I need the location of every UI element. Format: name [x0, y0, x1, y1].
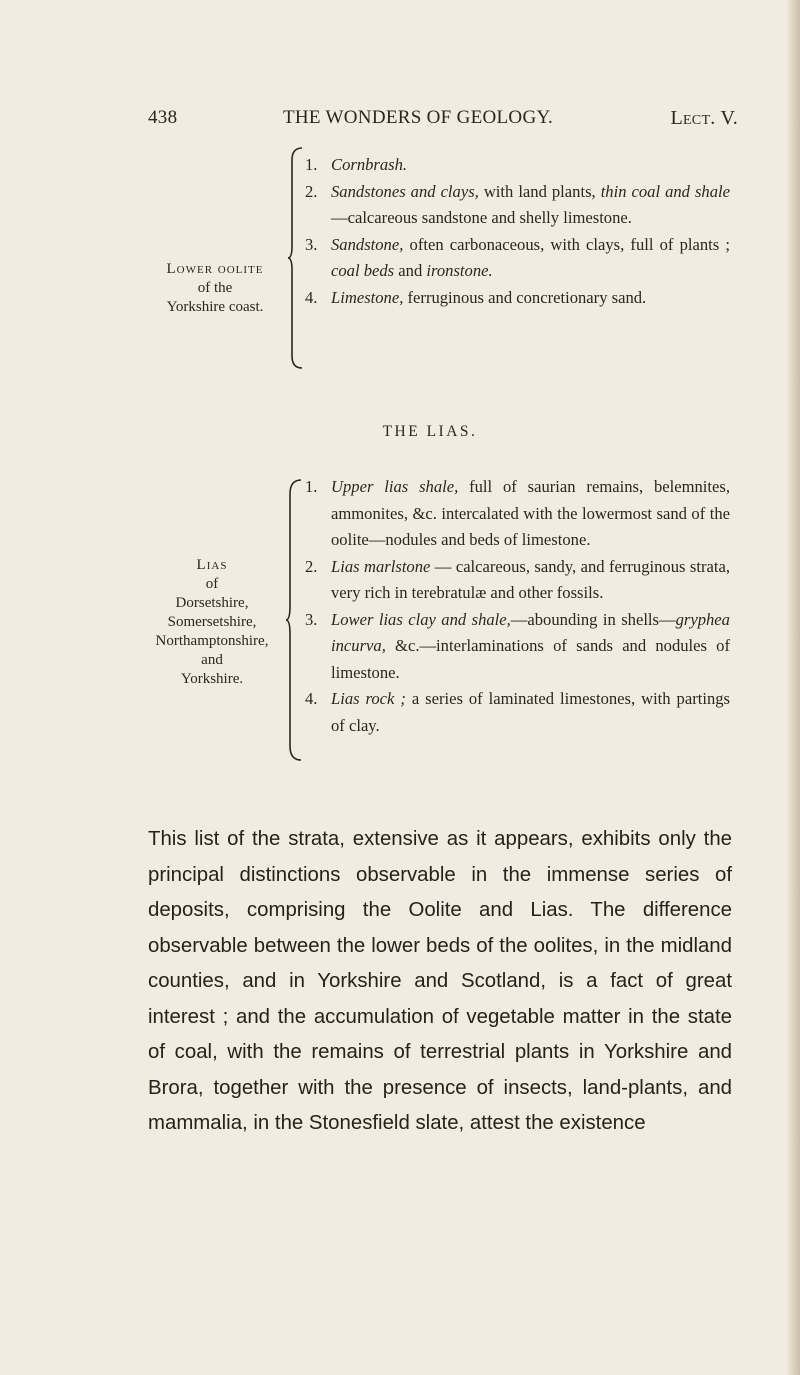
- item-name: Lias marlstone: [331, 556, 431, 576]
- item-italic-text: ironstone.: [426, 261, 493, 280]
- item-number: 3.: [305, 609, 318, 629]
- list-item: [305, 232, 730, 285]
- item-number: 2.: [305, 181, 318, 201]
- side-label-line: and: [201, 652, 223, 668]
- item-name: Sandstones and clays,: [331, 181, 479, 201]
- body-paragraph: [148, 822, 732, 1142]
- side-label-line: Lower oolite: [166, 261, 264, 277]
- item-text: —abounding in shells—: [510, 609, 676, 629]
- lower-oolite-brace: [288, 146, 306, 371]
- side-label-line: Dorsetshire,: [175, 595, 249, 611]
- running-header: [148, 107, 738, 131]
- item-name: Lower lias clay and shale,: [331, 609, 511, 629]
- side-label-line: Lias: [196, 557, 228, 573]
- item-text: ferruginous and concretionary sand.: [403, 287, 647, 307]
- page-number: 438: [148, 107, 178, 128]
- list-item: [305, 152, 730, 179]
- item-text: and: [394, 261, 427, 280]
- side-label-line: of: [205, 576, 219, 592]
- item-number: 4.: [305, 287, 318, 307]
- list-item: [305, 179, 730, 232]
- lias-brace: [286, 478, 304, 763]
- list-item: [305, 554, 730, 607]
- item-text: &c.—interlaminations of sands and nodules of limestone.: [331, 636, 730, 682]
- lias-list: [305, 474, 730, 739]
- side-label-line: Yorkshire coast.: [166, 299, 264, 315]
- item-italic-text: coal beds: [331, 261, 395, 280]
- paragraph-text: This list of the strata, extensive as it appears, exhibits only the principal distinctions observable in the immense series of deposits, comprising the Oolite and Lias. The difference observable between the lower beds of the oolites, in the midland counties, and in Yorkshire and Scotland, is a fact of great interest ; and the accumulation of vegetable matter in the state of coal, with the remains of terrestrial plants in Yorkshire and Brora, together with the presence of insects, land-plants, and mammalia, in the Stonesfield slate, attest the existence: [148, 828, 732, 1134]
- side-label-line: Somersetshire,: [167, 614, 257, 630]
- item-number: 2.: [305, 556, 318, 576]
- item-number: 3.: [305, 234, 318, 254]
- section-heading: THE LIAS.: [382, 423, 478, 440]
- side-label-line: of the: [197, 280, 233, 296]
- list-item: [305, 285, 730, 312]
- item-text: — calcareous, sandy, and ferruginous strata, very rich in terebratulæ and other fossils.: [331, 556, 730, 602]
- item-text: —calcareous sandstone and shelly limestone.: [331, 208, 632, 227]
- item-name: Lias rock ;: [331, 689, 406, 708]
- lias-side-label: [122, 556, 302, 689]
- side-label-line: Northamptonshire,: [155, 633, 269, 649]
- item-number: 4.: [305, 689, 318, 708]
- item-number: 1.: [305, 155, 318, 174]
- item-name: Upper lias shale,: [331, 477, 459, 496]
- lecture-label: Lect. V.: [670, 107, 738, 129]
- item-text: a series of laminated limestones, with partings of clay.: [331, 689, 730, 735]
- item-name: Cornbrash.: [331, 155, 408, 174]
- page-edge-shadow: [786, 0, 800, 1375]
- item-name: Sandstone,: [331, 234, 404, 254]
- item-italic-text: thin coal and shale: [600, 181, 730, 201]
- item-text: with land plants,: [478, 181, 601, 201]
- list-item: [305, 607, 730, 687]
- lower-oolite-side-label: [140, 260, 290, 317]
- list-item: [305, 686, 730, 739]
- item-number: 1.: [305, 477, 318, 496]
- list-item: [305, 474, 730, 554]
- item-text: full of saurian remains, belemnites, ammonites, &c. intercalated with the lowermost sand of the oolite—nodules and beds of limestone.: [331, 477, 730, 549]
- side-label-line: Yorkshire.: [180, 671, 244, 687]
- item-name: Limestone,: [331, 287, 404, 307]
- running-title: THE WONDERS OF GEOLOGY.: [283, 107, 554, 128]
- lower-oolite-list: [305, 152, 730, 311]
- item-italic-text: gryphea incurva,: [331, 609, 730, 655]
- item-text: often carbonaceous, with clays, full of plants ;: [403, 234, 730, 254]
